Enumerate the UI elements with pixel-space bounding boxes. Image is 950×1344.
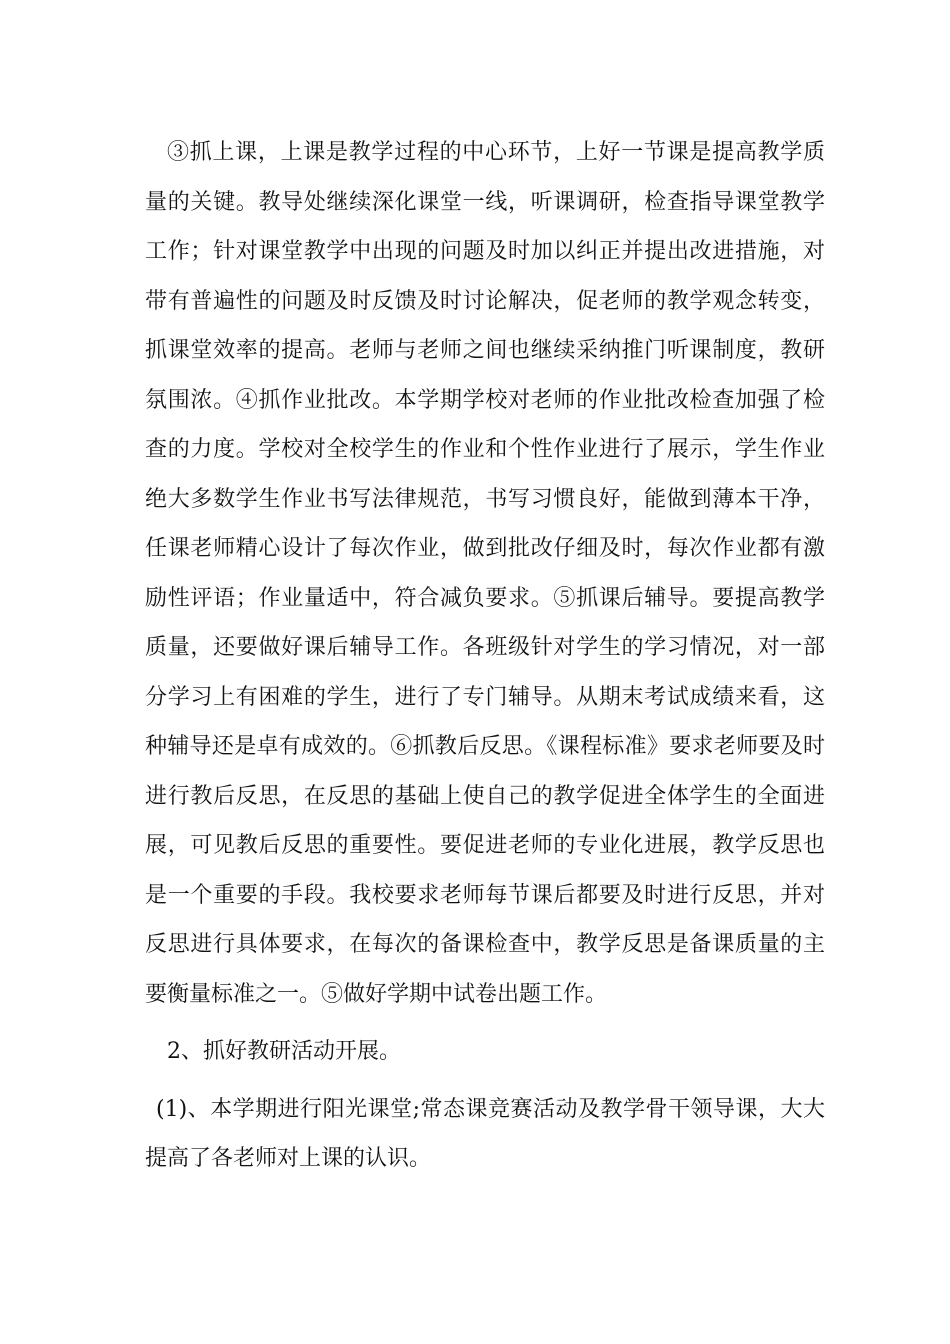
paragraph-section-2-heading: 2、抓好教研活动开展。 (167, 1039, 401, 1064)
paragraph-teaching-routine: ③抓上课，上课是教学过程的中心环节，上好一节课是提高教学质量的关键。教导处继续深化课堂一线，听课调研，检查指导课堂教学工作；针对课堂教学中出现的问题及时加以纠正并提出改进措施，对带有普遍性的问题及时反馈及时讨论解决，促老师的教学观念转变，抓课堂效率的提高。老师与老师之间也继续采纳推门听课制度，教研氛围浓。④抓作业批改。本学期学校对老师的作业批改检查加强了检查的力度。学校对全校学生的作业和个性作业进行了展示，学生作业绝大多数学生作业书写法律规范，书写习惯良好，能做到薄本干净，任课老师精心设计了每次作业，做到批改仔细及时，每次作业都有激励性评语；作业量适中，符合减负要求。⑤抓课后辅导。要提高教学质量，还要做好课后辅导工作。各班级针对学生的学习情况，对一部分学习上有困难的学生，进行了专门辅导。从期末考试成绩来看，这种辅导还是卓有成效的。⑥抓教后反思。《课程标准》要求老师要及时进行教后反思，在反思的基础上使自己的教学促进全体学生的全面进展，可见教后反思的重要性。要促进老师的专业化进展，教学反思也是一个重要的手段。我校要求老师每节课后都要及时进行反思，并对反思进行具体要求，在每次的备课检查中，教学反思是备课质量的主要衡量标准之一。⑤做好学期中试卷出题工作。 (145, 140, 825, 1007)
paragraph-item-1: (1)、本学期进行阳光课堂;常态课竞赛活动及教学骨干领导课，大大提高了各老师对上课的认识。 (145, 1096, 825, 1171)
document-body (145, 128, 825, 1184)
